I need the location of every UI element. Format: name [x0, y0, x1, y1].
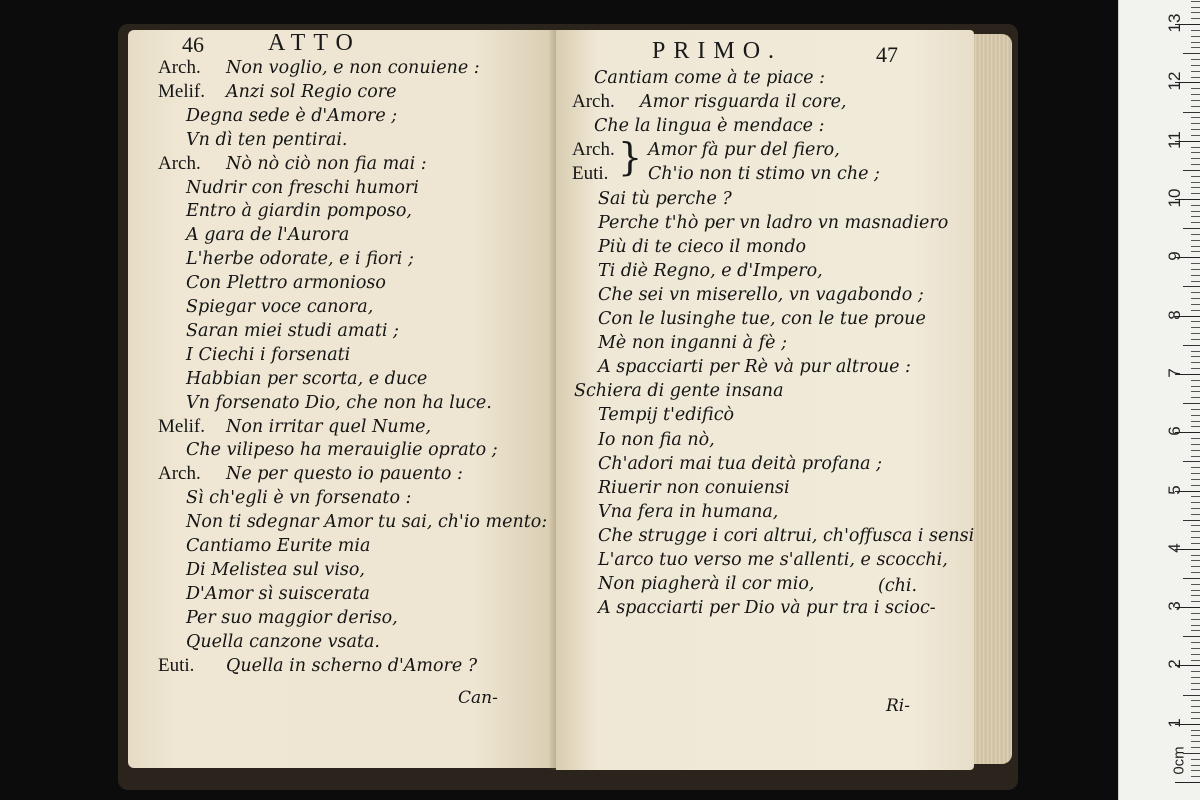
ruler-tick-mm: [1191, 333, 1200, 334]
verse-line: Che vilipeso ha merauiglie oprato ;: [186, 440, 498, 461]
verse-line: Cantiamo Eurite mia: [186, 536, 371, 556]
verse-line: Per suo maggior deriso,: [186, 607, 398, 628]
verse-line: A spacciarti per Dio và pur tra i scioc-: [598, 598, 936, 619]
ruler-tick-mm: [1191, 65, 1200, 66]
ruler-number: 9: [1165, 251, 1184, 262]
ruler-tick-mm: [1191, 152, 1200, 153]
ruler-number: 4: [1165, 543, 1184, 553]
verse-line: L'arco tuo verso me s'allenti, e scocchi,: [598, 550, 948, 570]
verse-line: Ch'io non ti stimo vn che ;: [648, 164, 880, 185]
ruler-tick-mm: [1191, 537, 1200, 538]
ruler-tick-half: [1183, 636, 1200, 637]
verse-line: Saran miei studi amati ;: [186, 320, 399, 341]
ruler-number: 3: [1165, 601, 1184, 611]
ruler-tick-mm: [1191, 240, 1200, 241]
speaker-name: Arch.: [158, 57, 201, 78]
ruler-tick-mm: [1191, 211, 1200, 212]
brace-symbol: }: [618, 135, 643, 179]
ruler-tick-mm: [1191, 397, 1200, 398]
ruler-tick-mm: [1191, 444, 1200, 445]
verse-line: Che strugge i cori altrui, ch'offusca i sensi: [598, 525, 975, 546]
verse-line: Vn dì ten pentirai.: [186, 129, 348, 150]
ruler-tick-mm: [1191, 321, 1200, 322]
ruler-tick-mm: [1191, 176, 1200, 177]
ruler-number: 1: [1165, 717, 1184, 728]
speaker-name: Melif.: [158, 80, 205, 102]
ruler-tick-mm: [1191, 77, 1200, 78]
page-number-right: 47: [876, 42, 898, 67]
verse-line: Perche t'hò per vn ladro vn masnadiero: [598, 212, 949, 233]
ruler-tick-mm: [1191, 415, 1200, 416]
ruler-tick-mm: [1191, 747, 1200, 748]
ruler-tick-mm: [1191, 648, 1200, 649]
verse-line: Vn forsenato Dio, che non ha luce.: [186, 392, 492, 413]
ruler-tick-mm: [1191, 158, 1200, 159]
page-number-left: 46: [182, 32, 204, 57]
ruler-tick-half: [1183, 286, 1200, 287]
ruler-tick-mm: [1191, 47, 1200, 48]
ruler-number: 10: [1165, 188, 1184, 208]
verse-line: Amor risguarda il core,: [640, 92, 847, 113]
ruler-number: 8: [1165, 309, 1184, 320]
ruler-tick-mm: [1191, 246, 1200, 247]
verse-line: Non voglio, e non conuiene :: [226, 58, 480, 78]
verse-line: Vna fera in humana,: [598, 501, 779, 522]
ruler-tick-mm: [1191, 502, 1200, 503]
ruler-tick-half: [1183, 53, 1200, 54]
ruler-tick-mm: [1191, 619, 1200, 620]
ruler-tick-mm: [1191, 531, 1200, 532]
ruler-tick-mm: [1191, 263, 1200, 264]
verse-line: Schiera di gente insana: [574, 381, 784, 402]
ruler-tick-mm: [1191, 590, 1200, 591]
ruler-tick-mm: [1191, 660, 1200, 661]
verse-line: Non irritar quel Nume,: [226, 416, 432, 437]
verse-line: Nudrir con freschi humori: [186, 177, 419, 198]
ruler-tick-half: [1183, 170, 1200, 171]
ruler-tick-mm: [1191, 409, 1200, 410]
ruler-number: 5: [1165, 484, 1184, 495]
ruler-tick-mm: [1191, 543, 1200, 544]
ruler-tick-mm: [1191, 642, 1200, 643]
ruler-tick-half: [1183, 112, 1200, 113]
verse-line: Entro à giardin pomposo,: [186, 201, 412, 222]
ruler-tick-mm: [1191, 269, 1200, 270]
ruler-tick-mm: [1191, 525, 1200, 526]
ruler-tick-half: [1183, 695, 1200, 696]
verse-line: Sì ch'egli è vn forsenato :: [186, 488, 412, 509]
ruler-tick-mm: [1191, 730, 1200, 731]
ruler-tick-mm: [1191, 735, 1200, 736]
verse-line: Degna sede è d'Amore ;: [186, 105, 398, 126]
ruler-tick-mm: [1191, 275, 1200, 276]
verse-line: Che la lingua è mendace :: [594, 116, 825, 137]
verse-line: Tempij t'edificò: [598, 405, 735, 426]
ruler-tick-mm: [1191, 496, 1200, 497]
ruler-tick-mm: [1191, 450, 1200, 451]
verse-line: Io non fia nò,: [598, 429, 715, 450]
ruler-tick-mm: [1191, 251, 1200, 252]
verse-line: Quella in scherno d'Amore ?: [226, 655, 478, 676]
ruler-tick-mm: [1191, 380, 1200, 381]
ruler-number: 11: [1165, 130, 1184, 149]
ruler-tick-mm: [1191, 438, 1200, 439]
verse-line: A gara de l'Aurora: [186, 225, 350, 246]
ruler-tick-mm: [1191, 514, 1200, 515]
ruler-tick-half: [1183, 578, 1200, 579]
ruler-tick-mm: [1191, 595, 1200, 596]
ruler-tick-half: [1183, 403, 1200, 404]
ruler-tick-mm: [1191, 1, 1200, 2]
ruler-tick-mm: [1191, 560, 1200, 561]
verse-line: D'Amor sì suiscerata: [186, 583, 370, 604]
ruler-tick-mm: [1191, 187, 1200, 188]
ruler-tick-mm: [1191, 654, 1200, 655]
verse-line: Spiegar voce canora,: [186, 297, 374, 317]
ruler-tick-mm: [1191, 164, 1200, 165]
ruler-number: 12: [1165, 71, 1184, 91]
ruler-tick-mm: [1191, 368, 1200, 369]
verse-line: Ch'adori mai tua deità profana ;: [598, 453, 883, 474]
speaker-name: Euti.: [572, 163, 609, 185]
ruler-tick-cm: [1175, 782, 1200, 783]
ruler-tick-mm: [1191, 222, 1200, 223]
ruler-tick-mm: [1191, 362, 1200, 363]
ruler-tick-mm: [1191, 718, 1200, 719]
ruler-number: 2: [1165, 659, 1184, 670]
ruler-tick-mm: [1191, 712, 1200, 713]
ruler-tick-mm: [1191, 42, 1200, 43]
ruler-tick-mm: [1191, 135, 1200, 136]
ruler-tick-mm: [1191, 479, 1200, 480]
verse-line: L'herbe odorate, e i fiori ;: [186, 249, 414, 270]
ruler-tick-mm: [1191, 117, 1200, 118]
speaker-name: Arch.: [572, 91, 615, 113]
verse-line: Mè non inganni à fè ;: [598, 333, 787, 354]
ruler-tick-mm: [1191, 123, 1200, 124]
ruler-tick-mm: [1191, 630, 1200, 631]
speaker-name: Melif.: [158, 415, 205, 437]
ruler-tick-mm: [1191, 765, 1200, 766]
ruler-unit-label: 0cm: [1170, 746, 1188, 775]
running-head-right: PRIMO.: [652, 38, 783, 64]
ruler-tick-mm: [1191, 88, 1200, 89]
ruler-tick-mm: [1191, 776, 1200, 777]
verse-line: Più di te cieco il mondo: [598, 236, 807, 257]
ruler-tick-mm: [1191, 625, 1200, 626]
ruler-tick-mm: [1191, 613, 1200, 614]
ruler-tick-mm: [1191, 473, 1200, 474]
speaker-name: Arch.: [158, 152, 201, 174]
page-block-edge: [968, 34, 1012, 764]
ruler-tick-mm: [1191, 677, 1200, 678]
ruler-tick-mm: [1191, 18, 1200, 19]
ruler-tick-mm: [1191, 351, 1200, 352]
verse-line: Non ti sdegnar Amor tu sai, ch'io mento:: [186, 512, 548, 533]
ruler-tick-mm: [1191, 555, 1200, 556]
verse-line: Habbian per scorta, e duce: [186, 368, 428, 389]
ruler-tick-mm: [1191, 485, 1200, 486]
ruler-tick-mm: [1191, 147, 1200, 148]
ruler-number: 6: [1165, 426, 1184, 436]
speaker-name: Arch.: [572, 139, 615, 161]
ruler-tick-mm: [1191, 566, 1200, 567]
verse-line: Che sei vn miserello, vn vagabondo ;: [598, 284, 924, 305]
ruler-tick-mm: [1191, 356, 1200, 357]
ruler-tick-mm: [1191, 12, 1200, 13]
ruler-tick-mm: [1191, 310, 1200, 311]
ruler-tick-mm: [1191, 456, 1200, 457]
verse-line: Anzi sol Regio core: [226, 81, 397, 102]
ruler-tick-mm: [1191, 683, 1200, 684]
verse-line: Sai tù perche ?: [598, 188, 732, 209]
speaker-name: Arch.: [158, 463, 201, 485]
catchword-right: Ri-: [886, 696, 910, 716]
ruler-tick-mm: [1191, 741, 1200, 742]
verse-line: Con le lusinghe tue, con le tue proue: [598, 309, 926, 329]
ruler-tick-mm: [1191, 770, 1200, 771]
ruler-tick-mm: [1191, 327, 1200, 328]
ruler-tick-mm: [1191, 129, 1200, 130]
ruler-tick-mm: [1191, 689, 1200, 690]
ruler-tick-mm: [1191, 572, 1200, 573]
ruler-tick-mm: [1191, 7, 1200, 8]
ruler-tick-mm: [1191, 292, 1200, 293]
ruler-tick-mm: [1191, 508, 1200, 509]
ruler-tick-mm: [1191, 71, 1200, 72]
ruler-tick-mm: [1191, 759, 1200, 760]
ruler-tick-mm: [1191, 30, 1200, 31]
verse-line: A spacciarti per Rè và pur altroue :: [598, 357, 911, 378]
verse-line: Riuerir non conuiensi: [598, 477, 790, 498]
running-head-left: ATTO: [268, 30, 361, 56]
ruler-tick-mm: [1191, 106, 1200, 107]
verse-line: Amor fà pur del fiero,: [648, 140, 840, 161]
ruler-tick-mm: [1191, 193, 1200, 194]
ruler-tick-mm: [1191, 100, 1200, 101]
ruler-tick-mm: [1191, 281, 1200, 282]
measurement-ruler: [1118, 0, 1200, 800]
left-page: [128, 30, 560, 768]
ruler-tick-mm: [1191, 94, 1200, 95]
speaker-name: Euti.: [158, 654, 195, 676]
ruler-tick-half: [1183, 461, 1200, 462]
verse-line: Cantiam come à te piace :: [594, 68, 825, 88]
catchword-left: Can-: [458, 688, 498, 708]
verse-line: Ne per questo io pauento :: [226, 464, 463, 485]
ruler-tick-mm: [1191, 59, 1200, 60]
ruler-tick-mm: [1191, 36, 1200, 37]
ruler-tick-mm: [1191, 467, 1200, 468]
ruler-tick-mm: [1191, 601, 1200, 602]
ruler-tick-mm: [1191, 706, 1200, 707]
ruler-tick-half: [1183, 345, 1200, 346]
ruler-tick-mm: [1191, 234, 1200, 235]
ruler-tick-mm: [1191, 391, 1200, 392]
verse-line: Quella canzone vsata.: [186, 631, 380, 652]
ruler-tick-mm: [1191, 421, 1200, 422]
ruler-tick-half: [1183, 520, 1200, 521]
ruler-tick-mm: [1191, 304, 1200, 305]
verse-line: I Ciechi i forsenati: [186, 344, 351, 365]
ruler-tick-mm: [1191, 298, 1200, 299]
verse-line: Ti diè Regno, e d'Impero,: [598, 260, 823, 281]
verse-line: Non piagherà il cor mio,: [598, 574, 815, 595]
verse-line: Con Plettro armonioso: [186, 273, 386, 294]
right-page: [556, 30, 974, 770]
ruler-tick-mm: [1191, 182, 1200, 183]
ruler-tick-mm: [1191, 426, 1200, 427]
ruler-tick-mm: [1191, 386, 1200, 387]
ruler-tick-mm: [1191, 216, 1200, 217]
ruler-tick-mm: [1191, 700, 1200, 701]
verse-line: Nò nò ciò non fia mai :: [226, 153, 427, 174]
ruler-tick-mm: [1191, 671, 1200, 672]
verse-line: Di Melistea sul viso,: [186, 559, 365, 580]
ruler-tick-mm: [1191, 205, 1200, 206]
turnover-text: (chi.: [878, 576, 918, 596]
ruler-tick-half: [1183, 228, 1200, 229]
ruler-number: 13: [1165, 13, 1184, 33]
ruler-tick-mm: [1191, 584, 1200, 585]
ruler-number: 7: [1165, 368, 1184, 378]
ruler-tick-mm: [1191, 339, 1200, 340]
